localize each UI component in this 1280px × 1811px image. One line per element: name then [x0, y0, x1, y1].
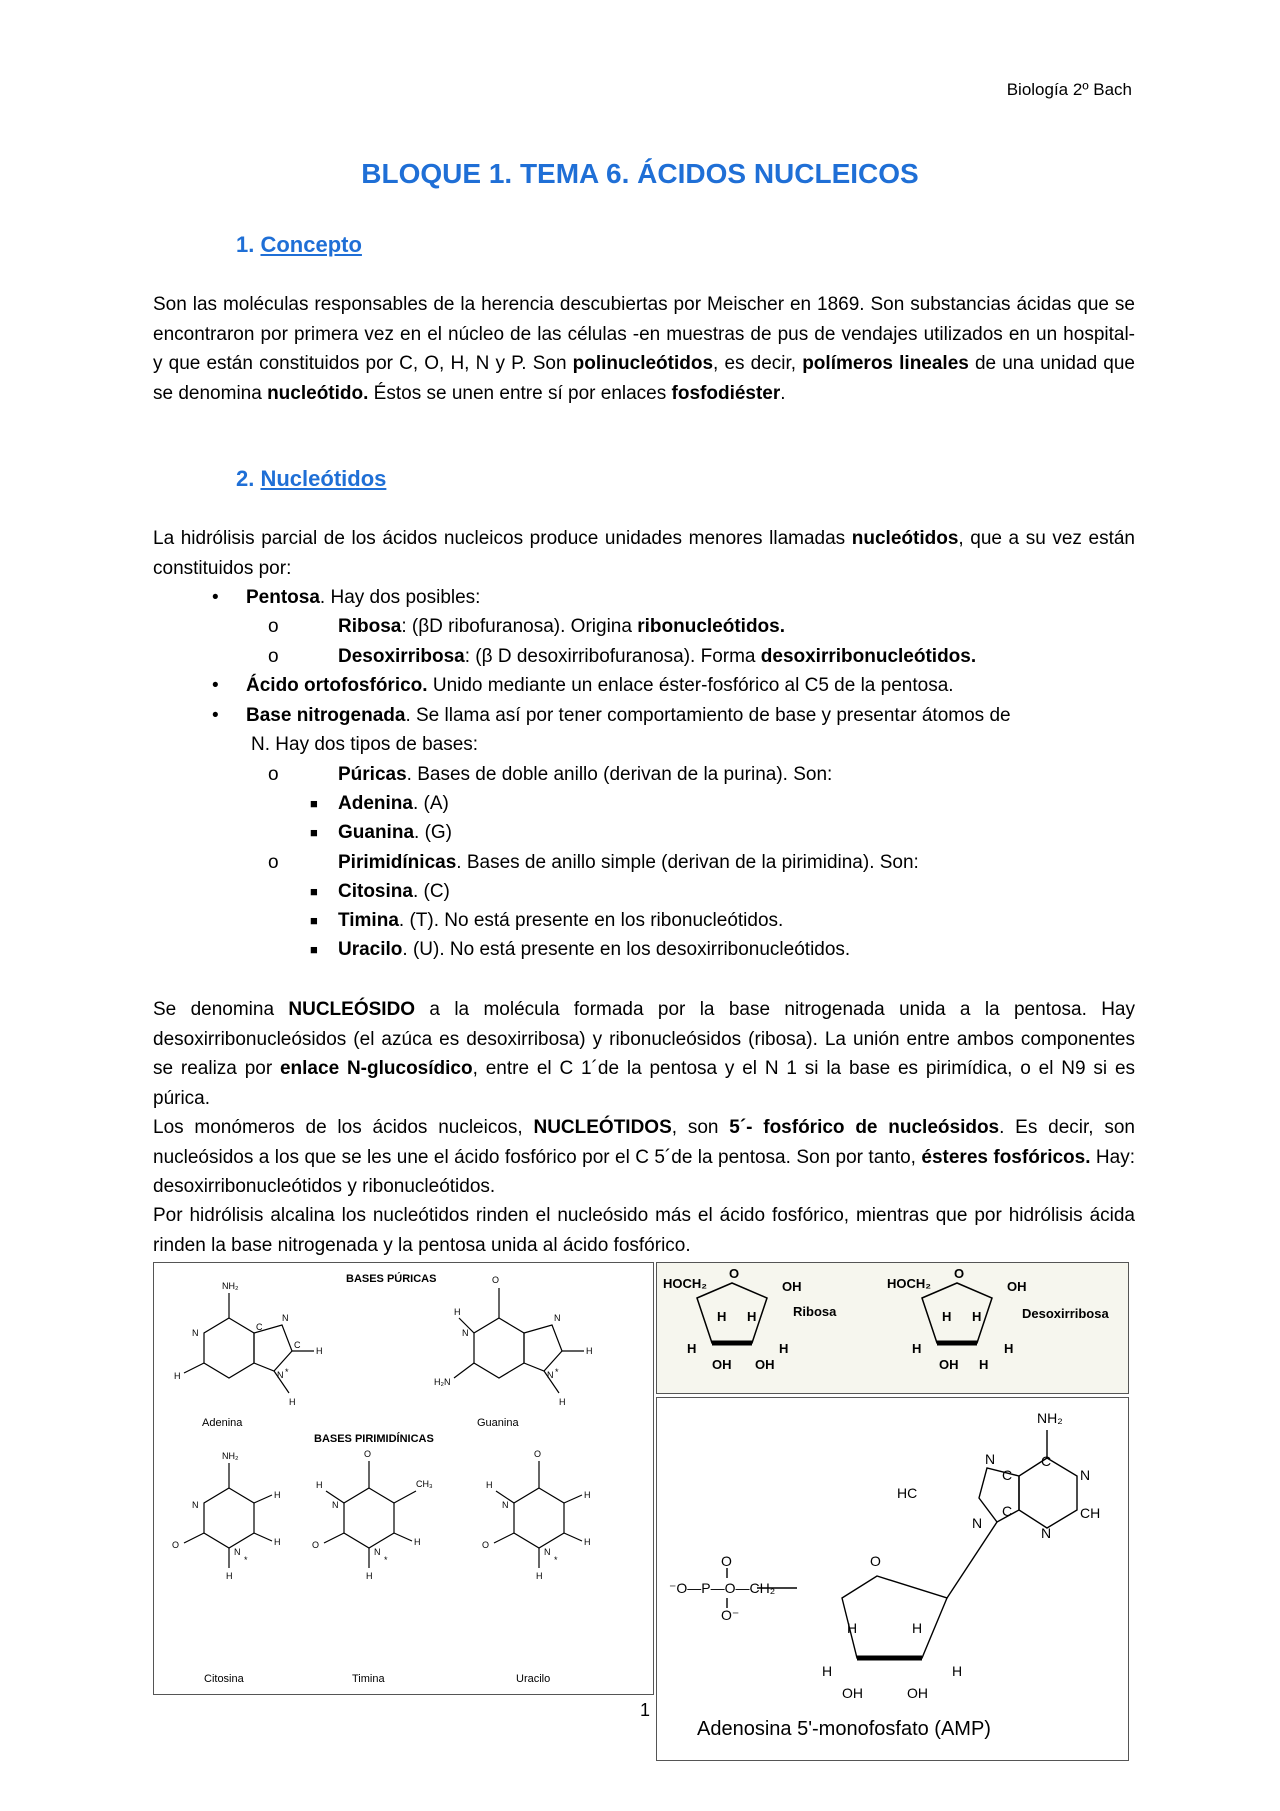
- svg-text:*: *: [384, 1555, 388, 1565]
- list-item-ribosa: [338, 612, 785, 642]
- svg-text:HOCH₂: HOCH₂: [663, 1276, 708, 1291]
- ribosa-label: Ribosa: [793, 1304, 837, 1319]
- svg-text:C: C: [1002, 1467, 1013, 1483]
- section-heading-concepto: [236, 232, 362, 258]
- svg-text:N: N: [192, 1328, 199, 1338]
- svg-text:N: N: [1041, 1525, 1052, 1541]
- svg-text:H: H: [952, 1663, 963, 1679]
- text-run: Unido mediante un enlace éster-fosfórico al C5 de la pentosa.: [427, 675, 954, 696]
- svg-text:N: N: [502, 1500, 509, 1510]
- svg-text:O: O: [172, 1540, 180, 1550]
- text-run: . Bases de anillo simple (derivan de la pirimidina). Son:: [456, 852, 919, 873]
- svg-text:N: N: [374, 1547, 381, 1557]
- section-title: Nucleótidos: [260, 466, 387, 491]
- bold-run: enlace N-glucosídico: [279, 1058, 473, 1079]
- svg-text:H: H: [747, 1309, 757, 1324]
- svg-text:N: N: [985, 1451, 996, 1467]
- svg-text:H: H: [454, 1307, 461, 1317]
- bold-run: NUCLEÓTIDOS: [533, 1117, 672, 1138]
- bullet-icon: •: [212, 705, 219, 726]
- section-number: 2.: [236, 466, 261, 491]
- bullet-icon: •: [212, 675, 219, 696]
- svg-text:H: H: [289, 1397, 296, 1407]
- guanine-ring-6: [474, 1318, 524, 1378]
- amp-label: Adenosina 5'-monofosfato (AMP): [697, 1718, 991, 1740]
- svg-text:C: C: [1002, 1503, 1013, 1519]
- svg-text:O: O: [870, 1553, 881, 1569]
- section-number: 1.: [236, 232, 261, 257]
- svg-text:H: H: [316, 1346, 323, 1356]
- bold-run: Guanina: [338, 822, 415, 843]
- bold-run: Desoxirribosa: [338, 646, 465, 667]
- amp-structure-svg: [657, 1398, 1128, 1760]
- svg-text:*: *: [244, 1555, 248, 1565]
- list-item-puricas: [338, 760, 832, 790]
- bases-pirimidinicas-label: BASES PIRIMIDÍNICAS: [314, 1433, 434, 1445]
- bold-run: Citosina: [338, 881, 413, 902]
- section-heading-nucleotidos: [236, 466, 386, 492]
- svg-text:⁻O—P—O—CH₂: ⁻O—P—O—CH₂: [669, 1580, 776, 1596]
- text-run: . Bases de doble anillo (derivan de la purina). Son:: [406, 764, 833, 785]
- svg-text:H: H: [586, 1346, 593, 1356]
- svg-text:N: N: [972, 1515, 983, 1531]
- page-title: BLOQUE 1. TEMA 6. ÁCIDOS NUCLEICOS: [361, 158, 919, 189]
- list-item-adenina: [338, 789, 449, 819]
- square-bullet-icon: ■: [310, 942, 318, 957]
- list-item-acido: [246, 671, 954, 701]
- svg-text:H: H: [822, 1663, 833, 1679]
- svg-text:H: H: [274, 1537, 281, 1547]
- square-bullet-icon: ■: [310, 884, 318, 899]
- svg-text:N: N: [547, 1370, 554, 1380]
- svg-text:H: H: [366, 1571, 373, 1581]
- text-run: .: [780, 382, 786, 404]
- adenina-label: Adenina: [202, 1417, 243, 1429]
- svg-text:H: H: [687, 1341, 697, 1356]
- bold-run: Timina: [338, 910, 399, 931]
- adenine-ring-6: [204, 1318, 254, 1378]
- guanine-ring-5: [524, 1325, 562, 1371]
- adenine-5-ring: [979, 1468, 1019, 1522]
- bold-run: ésteres fosfóricos.: [921, 1146, 1091, 1168]
- svg-text:H: H: [274, 1490, 281, 1500]
- svg-text:NH₂: NH₂: [222, 1451, 239, 1461]
- svg-text:H: H: [174, 1371, 181, 1381]
- svg-text:N: N: [462, 1328, 469, 1338]
- svg-text:H: H: [942, 1309, 952, 1324]
- svg-text:*: *: [554, 1555, 558, 1565]
- svg-text:N: N: [282, 1313, 289, 1323]
- section-title: Concepto: [260, 232, 362, 257]
- pentoses-svg: [657, 1263, 1128, 1393]
- svg-text:H: H: [414, 1537, 421, 1547]
- header-subject: Biología 2º Bach: [1006, 80, 1132, 99]
- svg-text:OH: OH: [782, 1279, 802, 1294]
- bases-structures-svg: [154, 1263, 653, 1694]
- svg-text:NH₂: NH₂: [1037, 1410, 1063, 1426]
- svg-text:N: N: [332, 1500, 339, 1510]
- text-run: a la molécula formada por la base nitrogenada unida a la pentosa. Hay desoxirribonucleósidos (el azúca es desoxirribosa) y ribonucleósidos (ribosa). La unión entre ambos componentes se realiza por: [153, 999, 1135, 1079]
- svg-text:OH: OH: [842, 1685, 863, 1701]
- svg-text:O: O: [721, 1553, 732, 1569]
- bold-run: NUCLEÓSIDO: [288, 999, 416, 1020]
- uracil-ring: [514, 1488, 564, 1548]
- svg-text:H: H: [316, 1480, 323, 1490]
- bold-run: Uracilo: [338, 939, 403, 960]
- svg-text:CH₃: CH₃: [416, 1479, 433, 1489]
- svg-text:H: H: [912, 1341, 922, 1356]
- svg-text:C: C: [256, 1322, 263, 1332]
- thymine-ring: [344, 1488, 394, 1548]
- bold-run: Pirimidínicas: [338, 852, 457, 873]
- bold-run: Ácido ortofosfórico.: [246, 675, 428, 696]
- text-run: , que a su vez están constituidos por:: [153, 528, 1135, 579]
- nucleosido-paragraph: [153, 995, 1135, 1113]
- svg-text:H: H: [1004, 1341, 1014, 1356]
- svg-text:H: H: [972, 1309, 982, 1324]
- text-run: . Hay dos posibles:: [319, 587, 481, 608]
- text-run: . (U). No está presente en los desoxirribonucleótidos.: [402, 939, 851, 960]
- svg-text:H: H: [584, 1537, 591, 1547]
- text-run: , entre el C 1´de la pentosa y el N 1 si la base es pirimídica, o el N9 si es púrica.: [153, 1058, 1136, 1109]
- svg-text:O: O: [492, 1275, 500, 1285]
- text-run: La hidrólisis parcial de los ácidos nucleicos produce unidades menores llamadas: [153, 528, 852, 549]
- text-run: . (C): [412, 881, 450, 902]
- bold-run: Adenina: [338, 793, 413, 814]
- text-run: . (T). No está presente en los ribonucleótidos.: [398, 910, 784, 931]
- bold-run: ribonucleótidos.: [637, 616, 785, 637]
- citosina-label: Citosina: [204, 1673, 244, 1685]
- svg-text:OH: OH: [1007, 1279, 1027, 1294]
- svg-text:H: H: [847, 1620, 858, 1636]
- svg-text:H₂N: H₂N: [434, 1377, 451, 1387]
- svg-text:HOCH₂: HOCH₂: [887, 1276, 932, 1291]
- guanina-label: Guanina: [477, 1417, 519, 1429]
- svg-text:N: N: [192, 1500, 199, 1510]
- text-run: . Se llama así por tener comportamiento de base y presentar átomos de: [405, 705, 1011, 726]
- svg-text:O: O: [482, 1540, 490, 1550]
- circle-bullet-icon: o: [268, 616, 279, 637]
- text-run: . (A): [412, 793, 449, 814]
- list-item-guanina: [338, 818, 452, 848]
- circle-bullet-icon: o: [268, 852, 279, 873]
- bold-run: polinucleótidos: [572, 353, 714, 374]
- text-run: Son las moléculas responsables de la herencia descubiertas por Meischer en 1869. Son substancias ácidas que se encontraron por primera vez en el núcleo de las células -en muestras de pus de vendajes utilizados en un hospital- y que están constituidos por C, O, H, N y P. Son: [153, 294, 1135, 374]
- bold-run: 5´- fosfórico de nucleósidos: [729, 1117, 1000, 1138]
- ribose-ring: [697, 1283, 767, 1343]
- timina-label: Timina: [352, 1673, 385, 1685]
- bullet-icon: •: [212, 587, 219, 608]
- uracilo-label: Uracilo: [516, 1673, 551, 1685]
- list-item-pentosa: [246, 583, 480, 613]
- svg-text:C: C: [1041, 1453, 1052, 1469]
- text-run: . Es decir, son nucleósidos a los que se les une el ácido fosfórico por el C 5´de la pentosa. Son por tanto,: [153, 1117, 1135, 1168]
- svg-text:H: H: [584, 1490, 591, 1500]
- bold-run: polímeros lineales: [802, 353, 969, 374]
- svg-text:N: N: [234, 1547, 241, 1557]
- text-run: : (βD ribofuranosa). Origina: [401, 616, 638, 637]
- svg-text:OH: OH: [939, 1357, 959, 1372]
- text-run: Éstos se unen entre sí por enlaces: [368, 382, 672, 404]
- bold-run: nucleótidos: [851, 528, 959, 549]
- deoxyribose-ring: [922, 1283, 992, 1343]
- text-run: Hay: desoxirribonucleótidos y ribonucleótidos.: [153, 1146, 1135, 1197]
- text-run: , es decir,: [713, 353, 803, 374]
- bold-run: Púricas: [338, 764, 407, 785]
- svg-text:N: N: [544, 1547, 551, 1557]
- circle-bullet-icon: o: [268, 646, 279, 667]
- square-bullet-icon: ■: [310, 825, 318, 840]
- svg-text:CH: CH: [1080, 1505, 1101, 1521]
- svg-text:*: *: [285, 1367, 289, 1377]
- bold-run: fosfodiéster: [671, 382, 781, 404]
- text-run: de una unidad que se denomina: [153, 353, 1135, 404]
- figure-amp: [656, 1397, 1129, 1761]
- bases-puricas-label: BASES PÚRICAS: [346, 1273, 437, 1285]
- svg-text:O: O: [534, 1449, 542, 1459]
- list-item-pirimidinicas: [338, 848, 919, 878]
- text-run: Se denomina: [153, 999, 289, 1020]
- svg-text:OH: OH: [712, 1357, 732, 1372]
- svg-text:H: H: [559, 1397, 566, 1407]
- concept-paragraph: [153, 290, 1135, 408]
- bold-run: Ribosa: [338, 616, 402, 637]
- bold-run: Pentosa: [246, 587, 320, 608]
- svg-text:H: H: [779, 1341, 789, 1356]
- svg-text:N: N: [277, 1370, 284, 1380]
- bold-run: nucleótido.: [267, 382, 369, 404]
- list-item-uracilo: [338, 935, 850, 965]
- svg-text:OH: OH: [755, 1357, 775, 1372]
- svg-text:N: N: [554, 1313, 561, 1323]
- svg-text:O⁻: O⁻: [721, 1607, 740, 1623]
- svg-text:HC: HC: [897, 1485, 918, 1501]
- square-bullet-icon: ■: [310, 913, 318, 928]
- svg-text:H: H: [486, 1480, 493, 1490]
- text-run: , son: [671, 1117, 730, 1138]
- svg-text:C: C: [294, 1340, 301, 1350]
- figure-bases: [153, 1262, 654, 1695]
- list-item-desoxirribosa: [338, 642, 976, 672]
- svg-text:O: O: [954, 1266, 965, 1281]
- text-run: . (G): [414, 822, 453, 843]
- svg-text:H: H: [717, 1309, 727, 1324]
- text-run: : (β D desoxirribofuranosa). Forma: [464, 646, 761, 667]
- bold-run: desoxirribonucleótidos.: [760, 646, 977, 667]
- cytosine-ring: [204, 1488, 254, 1548]
- list-item-timina: [338, 906, 783, 936]
- hidrolisis-paragraph: Por hidrólisis alcalina los nucleótidos rinden el nucleósido más el ácido fosfórico, mientras que por hidrólisis ácida rinden la base nitrogenada y la pentosa unida al ácido fosfórico.: [153, 1205, 1135, 1256]
- svg-text:H: H: [912, 1620, 923, 1636]
- svg-text:N: N: [1080, 1467, 1091, 1483]
- amp-ribose-ring: [842, 1576, 947, 1658]
- svg-text:O: O: [364, 1449, 372, 1459]
- svg-text:*: *: [555, 1367, 559, 1377]
- figure-pentoses: [656, 1262, 1129, 1394]
- desoxirribosa-label: Desoxirribosa: [1022, 1306, 1109, 1321]
- list-item-base: [246, 701, 1135, 731]
- intro-paragraph: [153, 524, 1135, 583]
- page-number: 1: [640, 1700, 651, 1720]
- svg-text:H: H: [226, 1571, 233, 1581]
- svg-text:NH₂: NH₂: [222, 1281, 239, 1291]
- bold-run: Base nitrogenada: [246, 705, 406, 726]
- svg-text:OH: OH: [907, 1685, 928, 1701]
- svg-text:H: H: [536, 1571, 543, 1581]
- list-item-citosina: [338, 877, 450, 907]
- square-bullet-icon: ■: [310, 796, 318, 811]
- text-run: Los monómeros de los ácidos nucleicos,: [153, 1117, 534, 1138]
- svg-text:O: O: [729, 1266, 740, 1281]
- svg-text:O: O: [312, 1540, 320, 1550]
- svg-text:H: H: [979, 1357, 989, 1372]
- monomeros-paragraph: [153, 1113, 1135, 1202]
- list-item-base-cont: N. Hay dos tipos de bases:: [251, 734, 479, 755]
- circle-bullet-icon: o: [268, 764, 279, 785]
